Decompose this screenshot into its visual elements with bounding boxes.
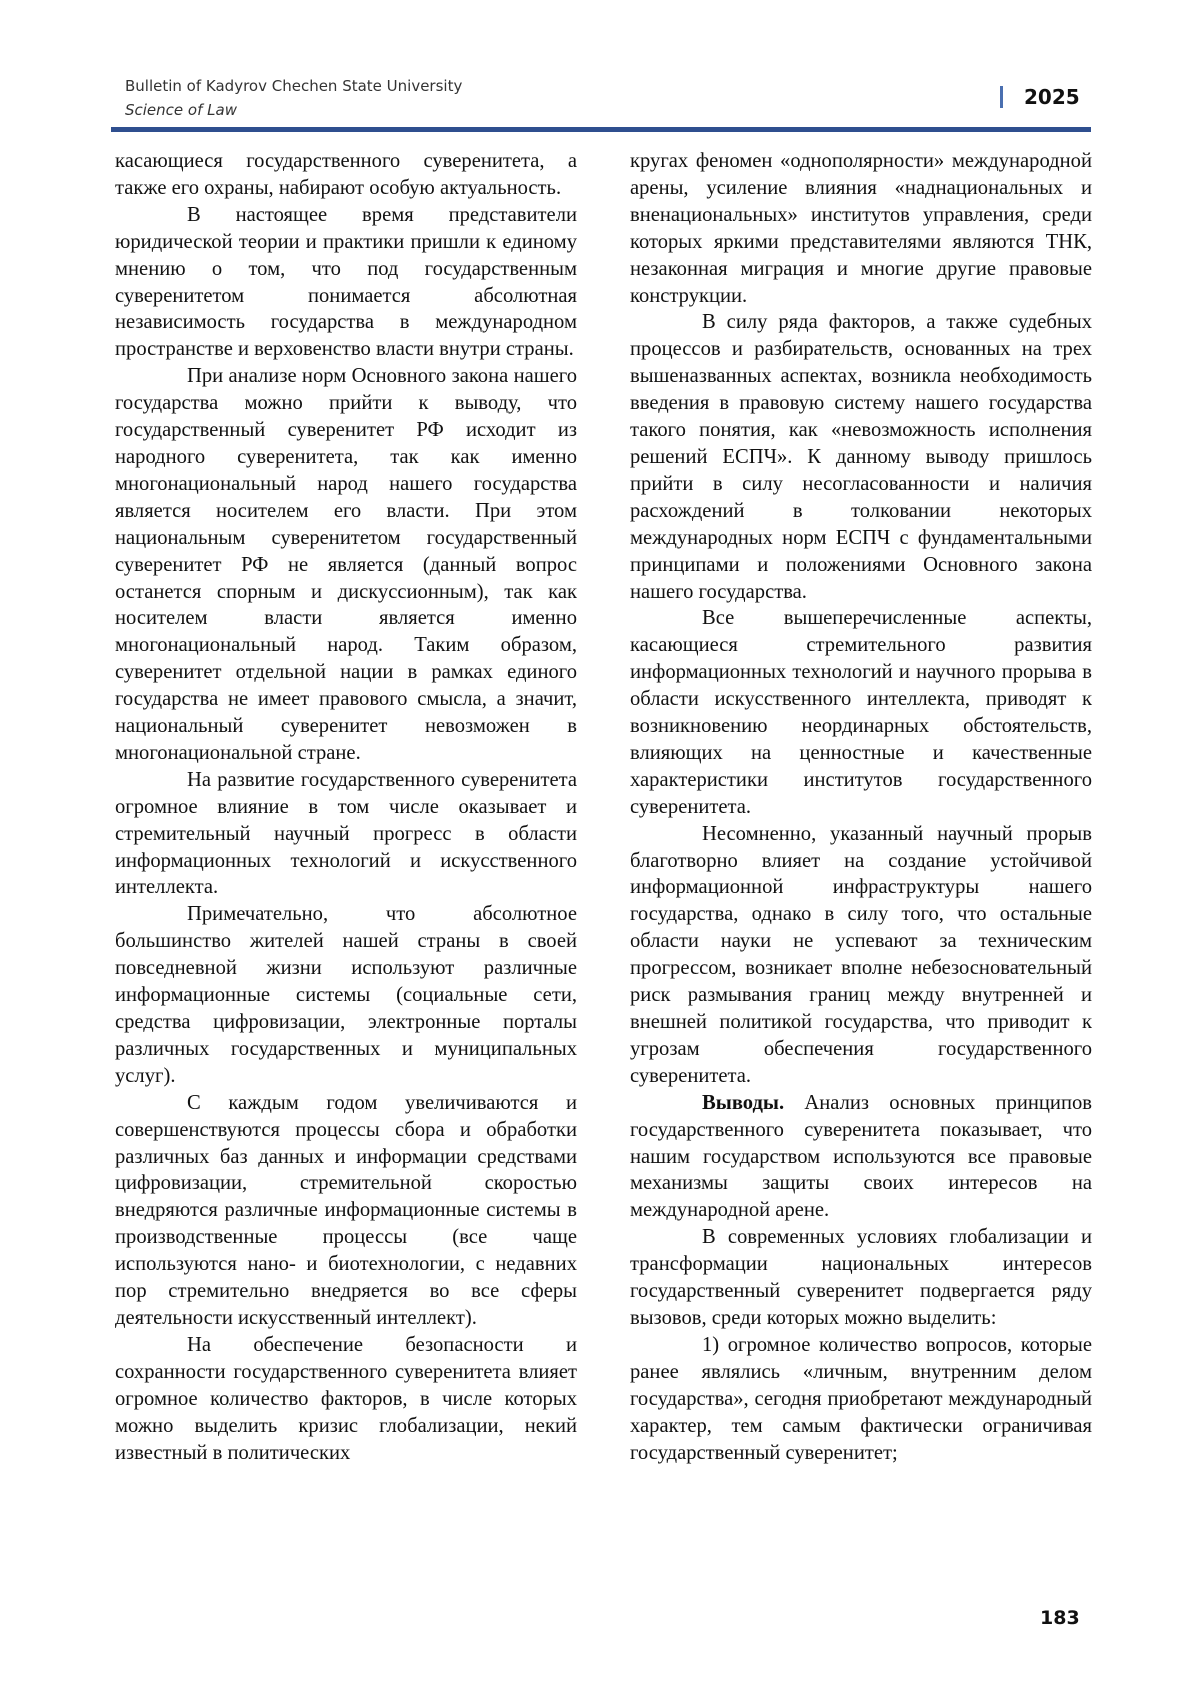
paragraph: Примечательно, что абсолютное большинство жителей нашей страны в своей повседневной жизни используют различные информационные системы (социальные сети, средства цифровизации, электронные порталы различных государственных и муниципальных услуг). [115,903,577,1087]
paragraph: касающиеся государственного суверенитета, а также его охраны, набирают особую актуальность. [115,150,577,199]
journal-header [125,74,462,122]
journal-title: Bulletin of Kadyrov Chechen State University [125,77,463,95]
journal-subtitle: Science of Law [125,101,237,119]
paragraph: Все вышеперечисленные аспекты, касающиеся стремительного развития информационных технологий и научного прорыва в области искусственного интеллекта, приводят к возникновению неординарных обстоятельств, влияющих на ценностные и качественные характеристики институтов государственного суверенитета. [630,607,1092,818]
paragraph: В современных условиях глобализации и трансформации национальных интересов государственный суверенитет подвергается ряду вызовов, среди которых можно выделить: [630,1226,1092,1329]
paragraph: С каждым годом увеличиваются и совершенствуются процессы сбора и обработки различных баз данных и информации средствами цифровизации, стремительной скоростью внедряются различные информационные системы в производственные процессы (все чаще используются нано- и биотехнологии, с недавних пор стремительно внедряется во все сферы деятельности искусственный интеллект). [115,1091,577,1329]
year-divider [1000,86,1003,108]
conclusions-text: Анализ основных принципов государственного суверенитета показывает, что нашим государством используются все правовые механизмы защиты своих интересов на международной арене. [630,1091,1092,1222]
paragraph: На обеспечение безопасности и сохранности государственного суверенитета влияет огромное количество факторов, в числе которых можно выделить кризис глобализации, некий известный в политических [115,1333,577,1464]
paragraph: В силу ряда факторов, а также судебных процессов и разбирательств, основанных на трех вышеназванных аспектах, возникла необходимость введения в правовую систему нашего государства такого понятия, как «невозможность исполнения решений ЕСПЧ». К данному выводу пришлось прийти в силу несогласованности и наличия расхождений в толковании некоторых международных норм ЕСПЧ с фундаментальными принципами и положениями Основного закона нашего государства. [630,311,1092,603]
left-column [115,148,577,1466]
right-column [630,148,1092,1466]
paragraph: При анализе норм Основного закона нашего государства можно прийти к выводу, что государственный суверенитет РФ исходит из народного суверенитета, так как именно многонациональный народ нашего государства является носителем его власти. При этом национальным суверенитетом государственный суверенитет РФ не является (данный вопрос останется спорным и дискуссионным), так как носителем власти является именно многонациональный народ. Таким образом, суверенитет отдельной нации в рамках единого государства не имеет правового смысла, а значит, национальный суверенитет невозможен в многонациональной стране. [115,365,577,764]
paragraph: На развитие государственного суверенитета огромное влияние в том числе оказывает и стремительный научный прогресс в области информационных технологий и искусственного интеллекта. [115,768,577,899]
conclusions-paragraph [630,1090,1092,1225]
paragraph: В настоящее время представители юридической теории и практики пришли к единому мнению о том, что под государственным суверенитетом понимается абсолютная независимость государства в международном пространстве и верховенство власти внутри страны. [115,203,577,361]
page-number: 183 [1040,1607,1080,1629]
paragraph: Несомненно, указанный научный прорыв благотворно влияет на создание устойчивой информационной инфраструктуры нашего государства, однако в силу того, что остальные области науки не успевают за техническим прогрессом, возникает вполне небезосновательный риск размывания границ между внутренней и внешней политикой государства, что приводит к угрозам обеспечения государственного суверенитета. [630,822,1092,1087]
conclusions-label: Выводы. [702,1091,785,1114]
header-rule [111,127,1091,132]
paragraph: кругах феномен «однополярности» международной арены, усиление влияния «наднациональных и вненациональных» институтов управления, среди которых яркими представителями являются ТНК, незаконная миграция и многие другие правовые конструкции. [630,150,1092,307]
journal-year: 2025 [1024,85,1080,109]
list-item: 1) огромное количество вопросов, которые ранее являлись «личным, внутренним делом государства», сегодня приобретают международный характер, тем самым фактически ограничивая государственный суверенитет; [630,1333,1092,1464]
